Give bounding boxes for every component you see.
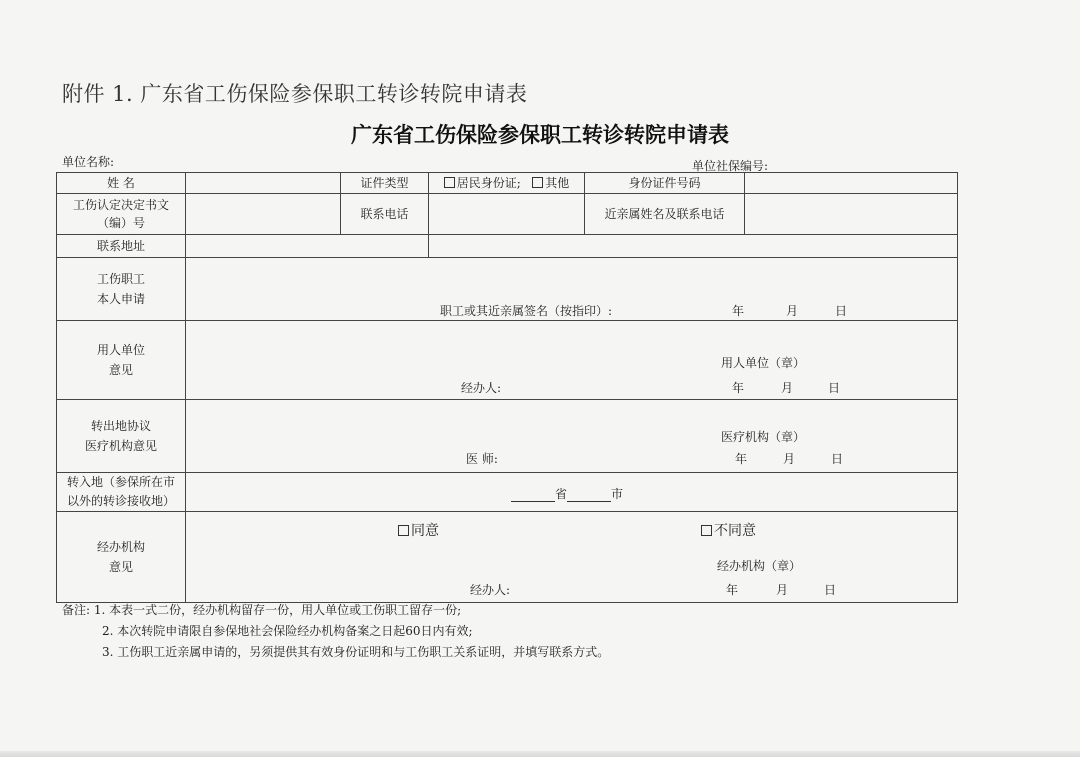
employer-label-line1: 用人单位 — [96, 343, 145, 357]
agree-checkbox[interactable] — [398, 525, 409, 536]
doctor-label: 医 师: — [466, 452, 498, 466]
apply-label-line2: 本人申请 — [96, 292, 145, 306]
employer-year-label: 年 — [732, 381, 745, 395]
resident-id-option-label: 居民身份证; — [456, 176, 521, 190]
destination-label-cell — [57, 473, 186, 512]
other-id-checkbox[interactable] — [532, 177, 543, 188]
hospital-day-label: 日 — [831, 452, 844, 466]
address-field-a[interactable] — [186, 235, 429, 258]
address-field-b[interactable] — [429, 235, 958, 258]
employer-label-cell — [57, 321, 186, 400]
disagree-label: 不同意 — [714, 523, 756, 539]
id-type-label: 证件类型 — [360, 176, 409, 190]
id-number-label-cell — [585, 173, 745, 194]
name-label-cell — [57, 173, 186, 194]
other-id-option-label: 其他 — [545, 176, 570, 190]
hospital-seal-label: 医疗机构（章） — [721, 430, 806, 444]
agency-label-line1: 经办机构 — [96, 540, 145, 554]
decision-no-field[interactable] — [186, 194, 341, 235]
decision-no-label-cell — [57, 194, 186, 235]
employer-label-line2: 意见 — [108, 363, 133, 377]
notes-section — [62, 600, 609, 663]
unit-social-security-code-label: 单位社保编号: — [692, 159, 769, 173]
destination-label-line2: 以外的转诊接收地） — [66, 494, 175, 508]
city-label: 市 — [611, 487, 624, 501]
notes-line-1 — [62, 600, 609, 621]
province-label: 省 — [555, 487, 568, 501]
province-blank[interactable] — [511, 489, 555, 502]
application-form-table — [56, 172, 958, 603]
id-number-label: 身份证件号码 — [628, 176, 701, 190]
hospital-label-line2: 医疗机构意见 — [84, 439, 157, 453]
id-number-field[interactable] — [745, 173, 958, 194]
address-label: 联系地址 — [96, 239, 145, 253]
hospital-year-label: 年 — [735, 452, 748, 466]
apply-year-label: 年 — [732, 304, 745, 318]
disagree-option — [701, 520, 756, 540]
apply-label-cell — [57, 258, 186, 321]
phone-label: 联系电话 — [360, 207, 409, 221]
note-item-2: 2. 本次转院申请限自参保地社会保险经办机构备案之日起60日内有效; — [102, 624, 473, 638]
address-label-cell — [57, 235, 186, 258]
notes-prefix: 备注: — [62, 603, 91, 617]
relative-contact-label: 近亲属姓名及联系电话 — [604, 207, 725, 221]
apply-content-cell[interactable] — [186, 258, 958, 321]
agency-label-line2: 意见 — [108, 560, 133, 574]
employer-month-label: 月 — [781, 381, 794, 395]
relative-contact-field[interactable] — [745, 194, 958, 235]
destination-fields — [511, 485, 623, 502]
hospital-month-label: 月 — [783, 452, 796, 466]
agency-handler-label: 经办人: — [470, 583, 511, 597]
signature-label: 职工或其近亲属签名（按指印）: — [440, 304, 613, 318]
agency-day-label: 日 — [824, 583, 837, 597]
destination-content-cell[interactable] — [186, 473, 958, 512]
name-field[interactable] — [186, 173, 341, 194]
disagree-checkbox[interactable] — [701, 525, 712, 536]
unit-name-label: 单位名称: — [62, 155, 115, 169]
employer-handler-label: 经办人: — [461, 381, 502, 395]
employer-content-cell[interactable] — [186, 321, 958, 400]
page-edge — [0, 751, 1080, 757]
phone-field[interactable] — [429, 194, 585, 235]
phone-label-cell — [341, 194, 429, 235]
relative-label-cell — [585, 194, 745, 235]
attachment-heading: 附件 1. 广东省工伤保险参保职工转诊转院申请表 — [62, 82, 528, 106]
apply-day-label: 日 — [835, 304, 848, 318]
form-title: 广东省工伤保险参保职工转诊转院申请表 — [351, 122, 729, 147]
agency-seal-label: 经办机构（章） — [717, 559, 802, 573]
note-item-3: 3. 工伤职工近亲属申请的，另须提供其有效身份证明和与工伤职工关系证明，并填写联系方式。 — [102, 645, 610, 659]
employer-day-label: 日 — [828, 381, 841, 395]
hospital-content-cell[interactable] — [186, 400, 958, 473]
id-type-options-cell — [429, 173, 585, 194]
hospital-label-cell — [57, 400, 186, 473]
destination-label-line1: 转入地（参保所在市 — [66, 475, 175, 489]
name-label: 姓 名 — [107, 176, 135, 190]
apply-label-line1: 工伤职工 — [96, 272, 145, 286]
agree-option — [398, 520, 439, 540]
id-type-label-cell — [341, 173, 429, 194]
agree-label: 同意 — [411, 523, 439, 539]
decision-no-label: 工伤认定决定书文（编）号 — [72, 198, 169, 230]
agency-label-cell — [57, 512, 186, 603]
note-item-1: 1. 本表一式二份，经办机构留存一份，用人单位或工伤职工留存一份; — [93, 603, 462, 617]
agency-content-cell[interactable] — [186, 512, 958, 603]
apply-month-label: 月 — [786, 304, 799, 318]
hospital-label-line1: 转出地协议 — [90, 419, 151, 433]
resident-id-checkbox[interactable] — [444, 177, 455, 188]
employer-seal-label: 用人单位（章） — [721, 356, 806, 370]
agency-year-label: 年 — [726, 583, 739, 597]
agency-month-label: 月 — [776, 583, 789, 597]
city-blank[interactable] — [567, 489, 611, 502]
